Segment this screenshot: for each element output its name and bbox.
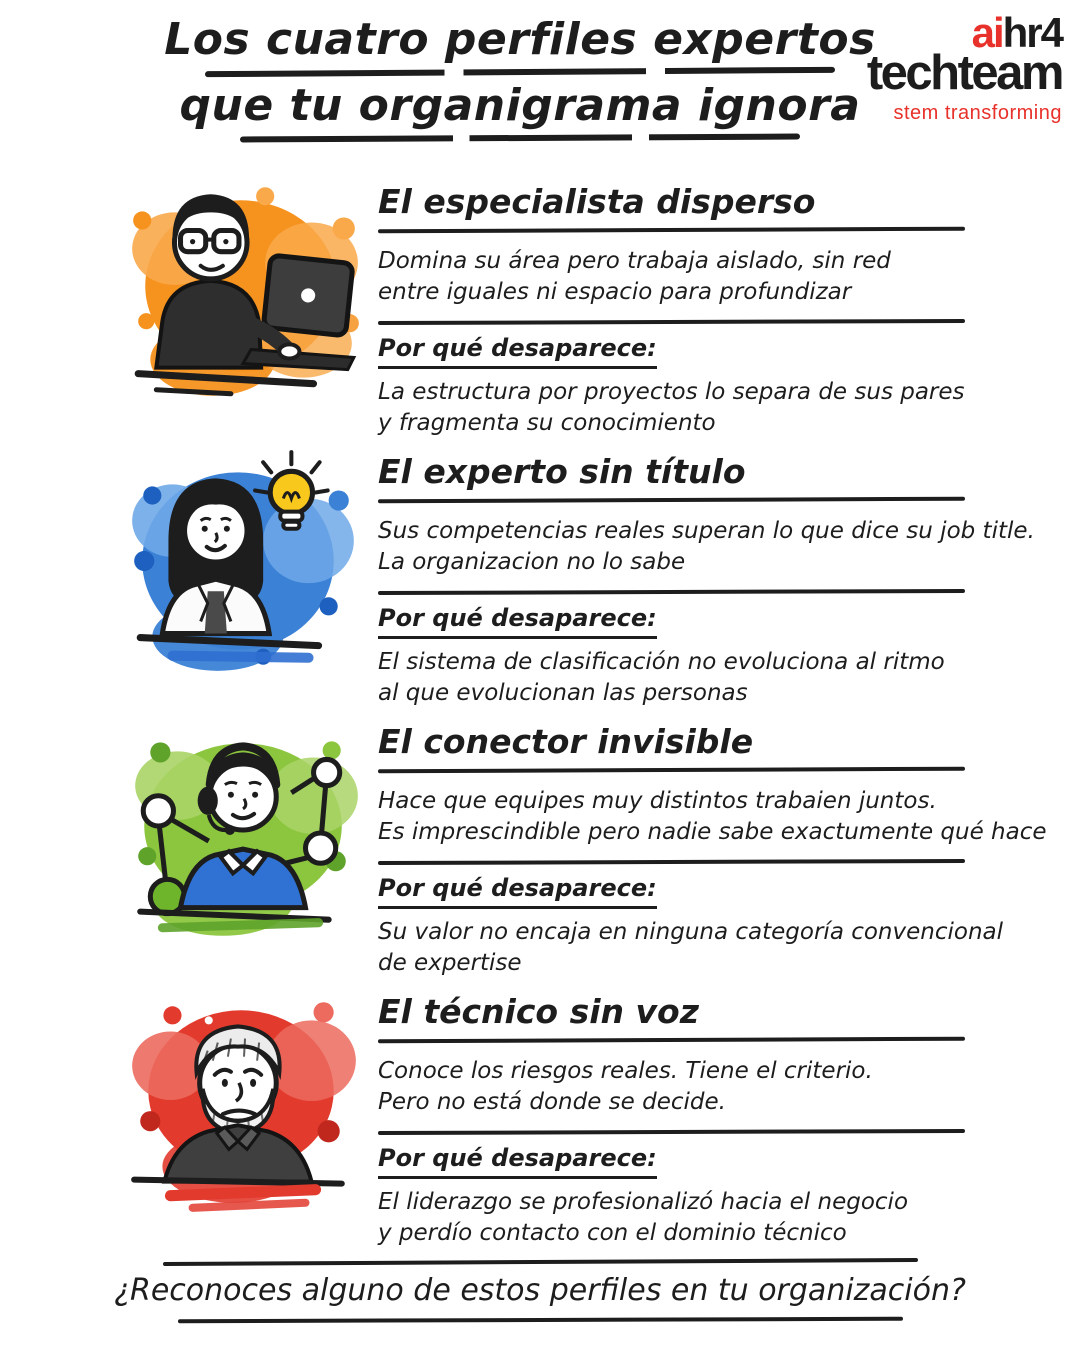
brand-logo-name: techteam: [866, 46, 1062, 100]
why-label: Por qué desaparece:: [378, 1144, 657, 1179]
description-line-2: Es imprescindible pero nadie sabe exactumente qué hace: [378, 819, 1047, 846]
section-description: [378, 516, 1035, 578]
why-label: Por qué desaparece:: [378, 604, 657, 639]
why-reason: [378, 1187, 978, 1249]
reason-line-2: y perdío contacto con el dominio técnico: [378, 1220, 847, 1247]
reason-line-1: El liderazgo se profesionalizó hacia el negocio: [378, 1189, 909, 1216]
expert-illustration: [112, 440, 374, 682]
description-line-2: Pero no está donde se decide.: [378, 1089, 726, 1116]
why-reason: [378, 917, 1004, 979]
section-title: El conector invisible: [378, 722, 754, 761]
why-reason: [378, 647, 978, 709]
title-underline-1: [205, 67, 835, 77]
section-divider: [378, 589, 965, 595]
older-worried-man-drawing: [112, 980, 374, 1222]
section-divider: [378, 859, 965, 865]
section-description: [378, 1056, 978, 1118]
profile-section-specialist: [0, 168, 1080, 438]
section-divider: [378, 319, 965, 325]
why-reason: [378, 377, 978, 439]
brand-logo: [866, 9, 1062, 124]
section-title: El técnico sin voz: [378, 992, 699, 1031]
section-title: El especialista disperso: [378, 182, 816, 221]
description-line-1: Sus competencias reales superan lo que dice su job title.: [378, 518, 1035, 545]
section-title: El experto sin título: [378, 452, 746, 491]
profile-section-expert-no-title: [0, 438, 1080, 708]
title-underline-2: [240, 134, 800, 143]
description-line-2: La organizacion no lo sabe: [378, 549, 686, 576]
reason-line-1: El sistema de clasificación no evoluciona al ritmo: [378, 649, 945, 676]
footer-question: ¿Reconoces alguno de estos perfiles en tu organización?: [114, 1273, 966, 1308]
section-description: [378, 246, 978, 308]
section-title-underline: [378, 1037, 965, 1044]
page-title-line-2: que tu organigrama ignora: [179, 80, 861, 131]
brand-logo-hr4: hr4: [1002, 9, 1062, 56]
reason-line-1: La estructura por proyectos lo separa de sus pares: [378, 379, 965, 406]
section-title-underline: [378, 227, 965, 234]
section-title-underline: [378, 497, 965, 504]
woman-lightbulb-drawing: [112, 440, 374, 682]
profile-section-technician: [0, 978, 1080, 1248]
specialist-illustration: [112, 170, 374, 412]
technician-illustration: [112, 980, 374, 1222]
footer: [0, 1260, 1080, 1322]
page-title: [140, 14, 900, 146]
connector-illustration: [112, 710, 374, 952]
man-headset-network-drawing: [112, 710, 374, 952]
desk-line: [134, 1180, 342, 1208]
page-title-line-1: Los cuatro perfiles expertos: [164, 14, 876, 65]
reason-line-2: al que evolucionan las personas: [378, 680, 748, 707]
profile-section-connector: [0, 708, 1080, 978]
reason-line-2: de expertise: [378, 950, 522, 977]
man-glasses-laptop-drawing: [112, 170, 374, 412]
description-line-1: Conoce los riesgos reales. Tiene el criterio.: [378, 1058, 873, 1085]
reason-line-2: y fragmenta su conocimiento: [378, 410, 716, 437]
footer-line-top: [162, 1258, 917, 1266]
why-label: Por qué desaparece:: [378, 334, 657, 369]
section-divider: [378, 1129, 965, 1135]
description-line-1: Domina su área pero trabaja aislado, sin red: [378, 248, 891, 275]
brand-logo-ai: ai: [971, 9, 1003, 56]
reason-line-1: Su valor no encaja en ninguna categoría convencional: [378, 919, 1004, 946]
section-description: [378, 786, 1047, 848]
footer-line-bottom: [177, 1317, 902, 1324]
description-line-2: entre iguales ni espacio para profundizar: [378, 279, 852, 306]
why-label: Por qué desaparece:: [378, 874, 657, 909]
woman-portrait: [162, 478, 269, 633]
brand-logo-tagline: stem transforming: [893, 102, 1062, 124]
description-line-1: Hace que equipes muy distintos trabaien juntos.: [378, 788, 937, 815]
section-title-underline: [378, 767, 965, 774]
